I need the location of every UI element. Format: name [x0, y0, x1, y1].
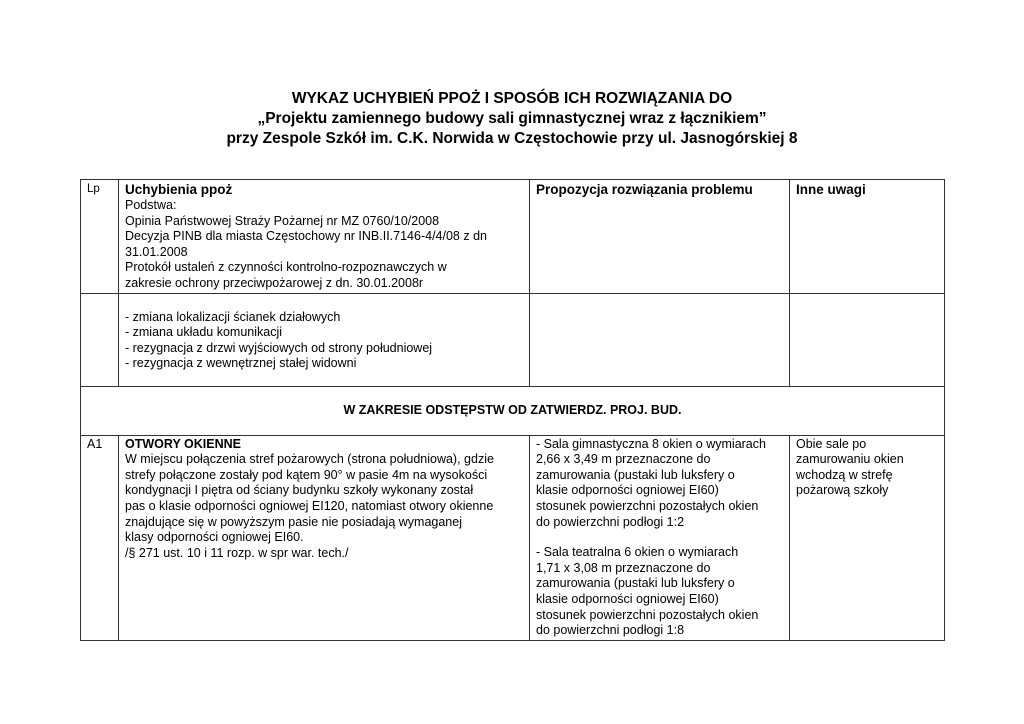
a1-description-line: znajdujące się w powyższym pasie nie posiadają wymaganej — [125, 514, 462, 529]
a1-remarks-line: Obie sale po — [796, 436, 867, 451]
changes-list-cell — [119, 293, 530, 386]
a1-description-line: W miejscu połączenia stref pożarowych (strona południowa), gdzie — [125, 452, 494, 467]
section-header: W ZAKRESIE ODSTĘPSTW OD ZATWIERDZ. PROJ. BUD. — [81, 386, 945, 435]
a1-proposal-a-line: do powierzchni podłogi 1:2 — [536, 514, 685, 529]
header-propozycja: Propozycja rozwiązania problemu — [536, 182, 753, 197]
table-header-row — [81, 180, 945, 294]
a1-lp-cell — [81, 435, 119, 640]
a1-proposal-b-line: klasie odporności ogniowej EI60) — [536, 591, 719, 606]
changes-lp-cell — [81, 293, 119, 386]
a1-proposal-a-line: - Sala gimnastyczna 8 okien o wymiarach — [536, 436, 766, 451]
a1-proposal-b-line: stosunek powierzchni pozostałych okien — [536, 607, 759, 622]
basis-line: 31.01.2008 — [125, 244, 188, 259]
a1-description-cell — [119, 435, 530, 640]
section-header-row — [81, 386, 945, 435]
basis-line: zakresie ochrony przeciwpożarowej z dn. 30.01.2008r — [125, 275, 424, 290]
header-uwagi: Inne uwagi — [796, 182, 866, 197]
a1-remarks-cell — [790, 435, 945, 640]
a1-description-line: pas o klasie odporności ogniowej EI120, natomiast otwory okienne — [125, 498, 494, 513]
a1-proposal-a-line: stosunek powierzchni pozostałych okien — [536, 498, 759, 513]
document-title-line-3: przy Zespole Szkół im. C.K. Norwida w Częstochowie przy ul. Jasnogórskiej 8 — [226, 130, 798, 147]
a1-proposal-a-line: zamurowania (pustaki lub luksfery o — [536, 467, 735, 482]
a1-description-line: /§ 271 ust. 10 i 11 rozp. w spr war. tech./ — [125, 545, 349, 560]
change-item: - rezygnacja z drzwi wyjściowych od strony południowej — [125, 340, 433, 355]
a1-heading: OTWORY OKIENNE — [125, 436, 241, 451]
a1-proposal-a-line: klasie odporności ogniowej EI60) — [536, 483, 719, 498]
header-lp-cell — [81, 180, 119, 294]
a1-proposal-b-line: zamurowania (pustaki lub luksfery o — [536, 576, 735, 591]
table-row-a1 — [81, 435, 945, 640]
header-uchybienia-cell — [119, 180, 530, 294]
header-lp: Lp — [87, 183, 100, 195]
a1-proposal-a-line: 2,66 x 3,49 m przeznaczone do — [536, 452, 711, 467]
basis-line: Protokół ustaleń z czynności kontrolno-rozpoznawczych w — [125, 260, 447, 275]
document-title-line-2: „Projektu zamiennego budowy sali gimnastycznej wraz z łącznikiem” — [257, 110, 767, 127]
a1-proposal-cell — [530, 435, 790, 640]
changes-row — [81, 293, 945, 386]
a1-proposal-b-line: - Sala teatralna 6 okien o wymiarach — [536, 545, 739, 560]
deficiencies-table — [80, 179, 945, 641]
header-uwagi-cell — [790, 180, 945, 294]
basis-line: Podstwa: — [125, 198, 177, 212]
a1-remarks-line: zamurowaniu okien — [796, 452, 904, 467]
basis-line: Decyzja PINB dla miasta Częstochowy nr INB.II.7146-4/4/08 z dn — [125, 229, 487, 244]
proposal-spacer — [536, 530, 783, 545]
change-item: - zmiana lokalizacji ścianek działowych — [125, 309, 341, 324]
a1-lp: A1 — [87, 436, 103, 451]
change-item: - zmiana układu komunikacji — [125, 325, 283, 340]
changes-remarks-cell — [790, 293, 945, 386]
a1-remarks-line: wchodzą w strefę — [796, 467, 893, 482]
change-item: - rezygnacja z wewnętrznej stałej widowni — [125, 356, 357, 371]
document-title-line-1: WYKAZ UCHYBIEŃ PPOŻ I SPOSÓB ICH ROZWIĄZANIA DO — [291, 90, 733, 107]
a1-remarks-line: pożarową szkoły — [796, 483, 889, 498]
basis-line: Opinia Państwowej Straży Pożarnej nr MZ 0760/10/2008 — [125, 213, 440, 228]
a1-proposal-b-line: 1,71 x 3,08 m przeznaczone do — [536, 560, 711, 575]
header-uchybienia: Uchybienia ppoż — [125, 182, 233, 197]
a1-description-line: strefy połączone zostały pod kątem 90° w pasie 4m na wysokości — [125, 467, 488, 482]
a1-proposal-b-line: do powierzchni podłogi 1:8 — [536, 623, 685, 638]
a1-description-line: klasy odporności ogniowej EI60. — [125, 530, 304, 545]
header-propozycja-cell — [530, 180, 790, 294]
a1-description-line: kondygnacji I piętra od ściany budynku szkoły wykonany został — [125, 483, 474, 498]
changes-proposal-cell — [530, 293, 790, 386]
